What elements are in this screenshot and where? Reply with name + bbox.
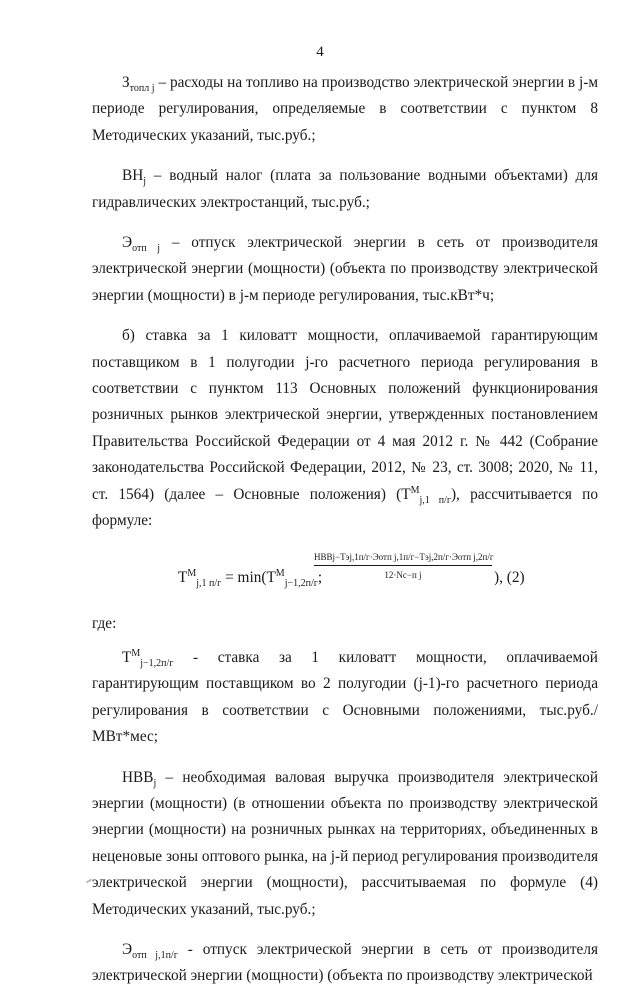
formula-lhs-sup: М <box>187 567 197 579</box>
symbol-subscript: топл j <box>129 83 155 95</box>
symbol-superscript: М <box>410 484 420 496</box>
definition-text: - отпуск электрической энергии в сеть от производителя электрической энергии (мощности) (объекта по производству электрической <box>92 940 598 985</box>
symbol-subscript: j <box>153 777 157 789</box>
symbol: НВВ <box>122 768 154 786</box>
symbol-subscript: j−1,2п/г <box>140 657 174 669</box>
definition-text: – необходимая валовая выручка производителя электрической энергии (мощности) (в отношении объекта по производству электрической энергии (мощности) на розничных рынках на территориях, объединенных в неценовые зоны оптового рынка, на j-й период регулирования производителя электрической энергии (мощности), рассчитываемая по формуле (4) Методических указаний, тыс.руб.; <box>92 768 599 918</box>
formula-close: ) <box>494 568 500 586</box>
symbol: З <box>122 74 130 91</box>
paragraph-energy-supply-h1 <box>92 937 598 990</box>
formula-arg-sub: j−1,2п/г <box>284 577 318 589</box>
where-label: где: <box>92 614 117 632</box>
definition-text: - ставка за 1 киловатт мощности, оплачиваемой гарантирующим поставщиком во 2 полугодии (j-1)-го расчетного периода регулирования в соответствии с Основными положениями, тыс.руб./МВт*мес; <box>92 648 598 746</box>
formula-separator: ; <box>317 568 323 586</box>
formula-fraction <box>314 551 492 581</box>
symbol: Э <box>122 940 133 958</box>
formula-number: (2) <box>506 568 525 586</box>
formula-numerator: НВВj−Тэj,1п/г·Эотп j,1п/г−Тэj,2п/г·Эотп j,2п/г <box>314 551 492 566</box>
symbol: Т <box>122 648 132 666</box>
formula-arg-sup: М <box>275 567 285 579</box>
paragraph-gross-revenue <box>92 765 598 923</box>
formula-denominator: 12·Nс−п j <box>384 569 422 580</box>
paragraph-energy-supply <box>92 230 598 309</box>
formula-lhs <box>178 565 322 591</box>
paragraph-text: б) ставка за 1 киловатт мощности, оплачиваемой гарантирующим поставщиком в 1 полугодии j-го расчетного периода регулирования в соответствии с пунктом 113 Основных положений функционирования розничных рынков электрической энергии, утвержденных постановлением Правительства Российской Федерации от 4 мая 2012 г. № 442 (Собрание законодательства Российской Федерации, 2012, № 23, ст. 3008; 2020, № 11, ст. 1564) (далее – Основные положения) ( <box>92 327 598 503</box>
symbol: Т <box>401 485 411 503</box>
symbol-superscript: М <box>131 647 141 659</box>
symbol-subscript: j <box>143 176 147 188</box>
paragraph-prev-rate <box>92 645 598 751</box>
formula-2 <box>92 549 598 605</box>
paragraph-water-tax <box>92 163 598 216</box>
paragraph-rate-b <box>92 323 598 534</box>
page-number: 4 <box>316 44 324 60</box>
formula-min: = min(Т <box>225 568 276 586</box>
symbol-subscript: отп j,1п/г <box>132 950 178 962</box>
symbol: ВН <box>122 167 144 185</box>
definition-text: – водный налог (плата за пользование водными объектами) для гидравлических электростанций, тыс.руб.; <box>92 167 599 211</box>
paragraph-fuel-costs <box>92 70 598 149</box>
symbol: Э <box>122 234 133 252</box>
definition-text: – отпуск электрической энергии в сеть от производителя электрической энергии (мощности) (объекта по производству электрической энергии (мощности) в j-м периоде регулирования, тыс.кВт*ч; <box>92 234 598 304</box>
formula-end: ), (2) <box>494 568 525 586</box>
formula-lhs-symbol: Т <box>178 568 188 586</box>
document-body <box>92 70 598 990</box>
formula-lhs-sub: j,1 п/г <box>196 577 222 589</box>
paragraph-tail: ), рассчитывается по формуле: <box>92 485 598 530</box>
definition-text: – расходы на топливо на производство электрической энергии в j-м периоде регулирования, определяемые в соответствии с пунктом 8 Методических указаний, тыс.руб.; <box>92 74 599 144</box>
symbol-subscript: отп j <box>132 243 160 255</box>
symbol-subscript: j,1 п/г <box>419 494 451 506</box>
